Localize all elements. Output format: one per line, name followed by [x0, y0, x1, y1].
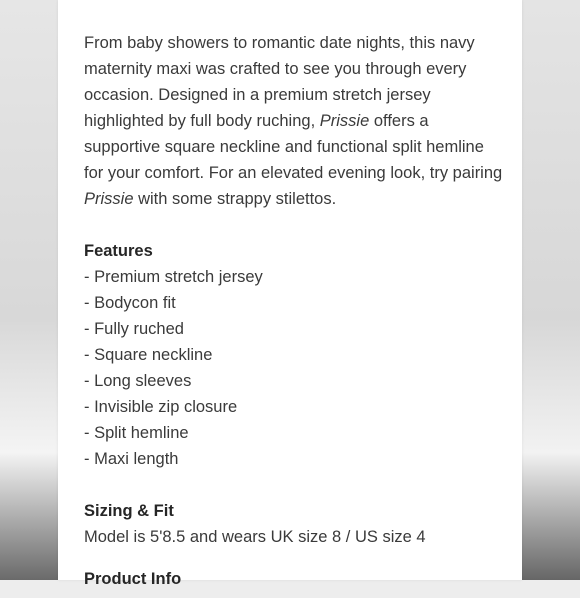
feature-item: - Premium stretch jersey [84, 268, 263, 286]
left-background [0, 0, 58, 580]
feature-item: - Maxi length [84, 450, 179, 468]
feature-item: - Bodycon fit [84, 294, 176, 312]
right-background [522, 0, 580, 580]
description-text-1: From baby showers to romantic date nights, this navy maternity maxi was crafted to see you through every occasion. Designed in a premium stretch jersey highlighted by full body ruching, [84, 34, 475, 130]
description-text-3: with some strappy stilettos. [133, 190, 337, 208]
feature-item: - Long sleeves [84, 372, 192, 390]
product-name: Prissie [84, 190, 134, 208]
feature-item: - Split hemline [84, 424, 189, 442]
product-details [84, 30, 504, 550]
product-name: Prissie [319, 112, 370, 130]
next-section-heading [84, 572, 204, 586]
feature-item: - Square neckline [84, 346, 213, 364]
sizing-text: Model is 5'8.5 and wears UK size 8 / US size 4 [84, 528, 426, 546]
description-text-2: offers a supportive square neckline and functional split hemline for your comfort. For an elevated evening look, try pairing [84, 112, 503, 182]
feature-item: - Fully ruched [84, 320, 184, 338]
product-description [84, 30, 504, 212]
sizing-heading: Sizing & Fit [84, 502, 174, 520]
features-list [84, 264, 504, 472]
features-heading: Features [84, 242, 153, 260]
feature-item: - Invisible zip closure [84, 398, 238, 416]
next-section-heading-text: Product Info [84, 570, 182, 588]
product-description-panel [58, 0, 522, 588]
